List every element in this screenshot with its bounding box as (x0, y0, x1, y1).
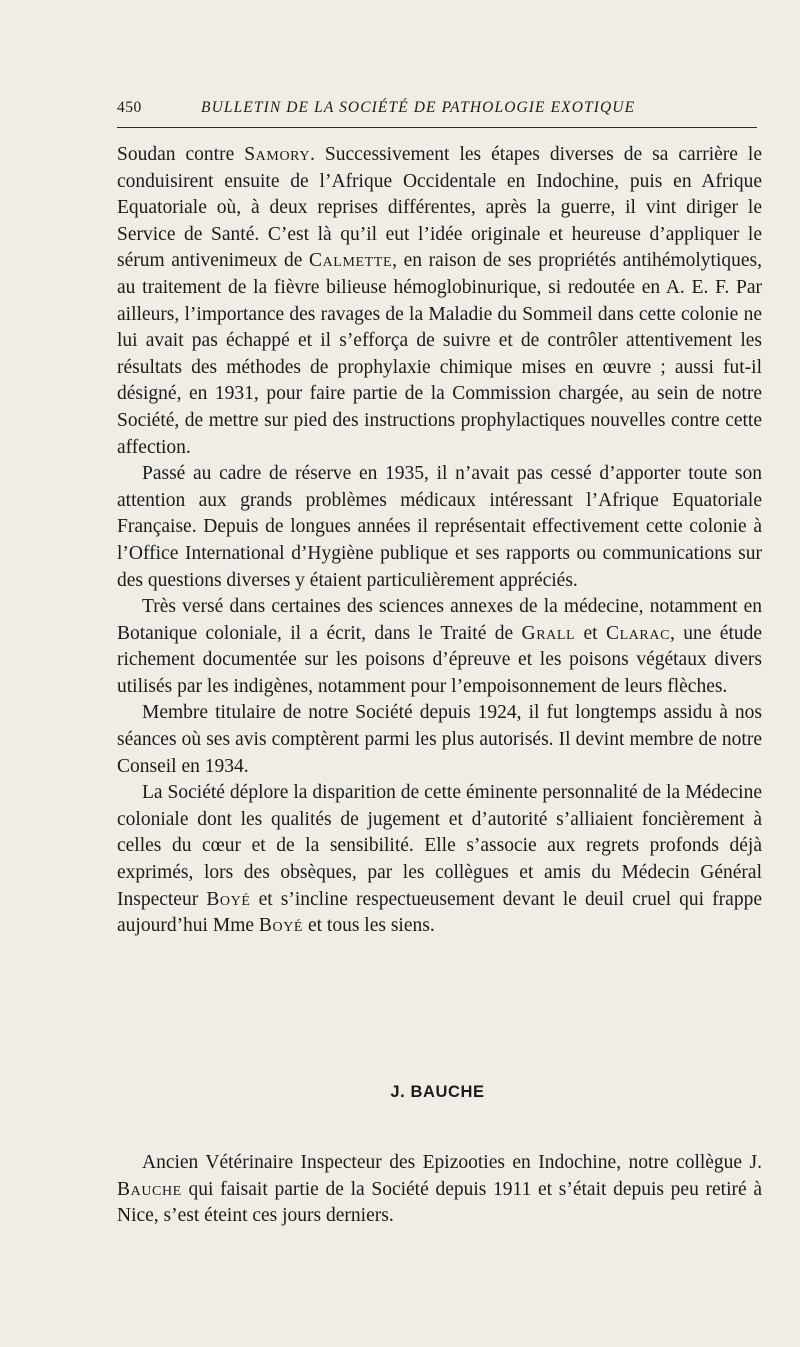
person-name: Samory (244, 144, 311, 165)
person-name: Boyé (258, 915, 304, 937)
person-name: Grall (521, 622, 576, 644)
person-name: Calmette (308, 250, 393, 272)
section-heading: J. BAUCHE (390, 1083, 485, 1101)
section-paragraph: Ancien Vétérinaire Inspecteur des Epizooties en Indochine, notre collègue J. Bauche qui faisait partie de la Société depuis 1911 et s’était depuis peu retiré à Nice, s’est éteint ces jours derniers. (117, 1152, 762, 1227)
section-body (117, 1150, 762, 1230)
person-name: Clarac (605, 622, 671, 644)
paragraph-1: Soudan contre Samory. Successivement les étapes diverses de sa carrière le conduisirent ensuite de l’Afrique Occidentale en Indochine, puis en Afrique Equatoriale où, à deux reprises différentes, après la guerre, il vint diriger le Service de Santé. C’est là qu’il eut l’idée originale et heureuse d’appliquer le sérum antivenimeux de Calmette, en raison de ses propriétés antihémolytiques, au traitement de la fièvre bilieuse hémoglobinurique, si redoutée en A. E. F. Par ailleurs, l’importance des ravages de la Maladie du Sommeil dans cette colonie ne lui avait pas échappé et il s’efforça de suivre et de contrôler attentivement les résultats des méthodes de prophylaxie chimique mises en œuvre ; aussi fut-il désigné, en 1931, pour faire partie de la Commission chargée, au sein de notre Société, de mettre sur pied des instructions prophylactiques nouvelles contre cette affection. (117, 144, 762, 458)
paragraph-2: Passé au cadre de réserve en 1935, il n’avait pas cessé d’apporter toute son attention aux grands problèmes médicaux intéressant l’Afrique Equatoriale Française. Depuis de longues années il représentait effectivement cette colonie à l’Office International d’Hygiène publique et ses rapports ou communications sur des questions diverses y étaient particulièrement appréciés. (117, 463, 762, 591)
header-rule (117, 127, 757, 128)
paragraph-4: Membre titulaire de notre Société depuis 1924, il fut longtemps assidu à nos séances où ses avis comptèrent parmi les plus autorisés. Il devint membre de notre Conseil en 1934. (117, 702, 762, 777)
page-number: 450 (117, 99, 142, 116)
running-head (117, 97, 757, 123)
paragraph-3: Très versé dans certaines des sciences annexes de la médecine, notamment en Botanique coloniale, il a écrit, dans le Traité de Grall et Clarac, une étude richement documentée sur les poisons d’épreuve et les poisons végétaux divers utilisés par les indigènes, notamment pour l’empoisonnement de leurs flèches. (117, 596, 763, 697)
person-name: Boyé (206, 888, 251, 910)
obituary-body (117, 142, 762, 940)
person-name: Bauche (117, 1178, 182, 1200)
journal-title: BULLETIN DE LA SOCIÉTÉ DE PATHOLOGIE EXOTIQUE (201, 99, 636, 116)
paragraph-5: La Société déplore la disparition de cette éminente personnalité de la Médecine coloniale dont les qualités de jugement et d’autorité s’alliaient foncièrement à celles du cœur et de la sensibilité. Elle s’associe aux regrets profonds déjà exprimés, lors des obsèques, par les collègues et amis du Médecin Général Inspecteur Boyé et s’incline respectueusement devant le deuil cruel qui frappe aujourd’hui Mme Boyé et tous les siens. (117, 782, 762, 937)
